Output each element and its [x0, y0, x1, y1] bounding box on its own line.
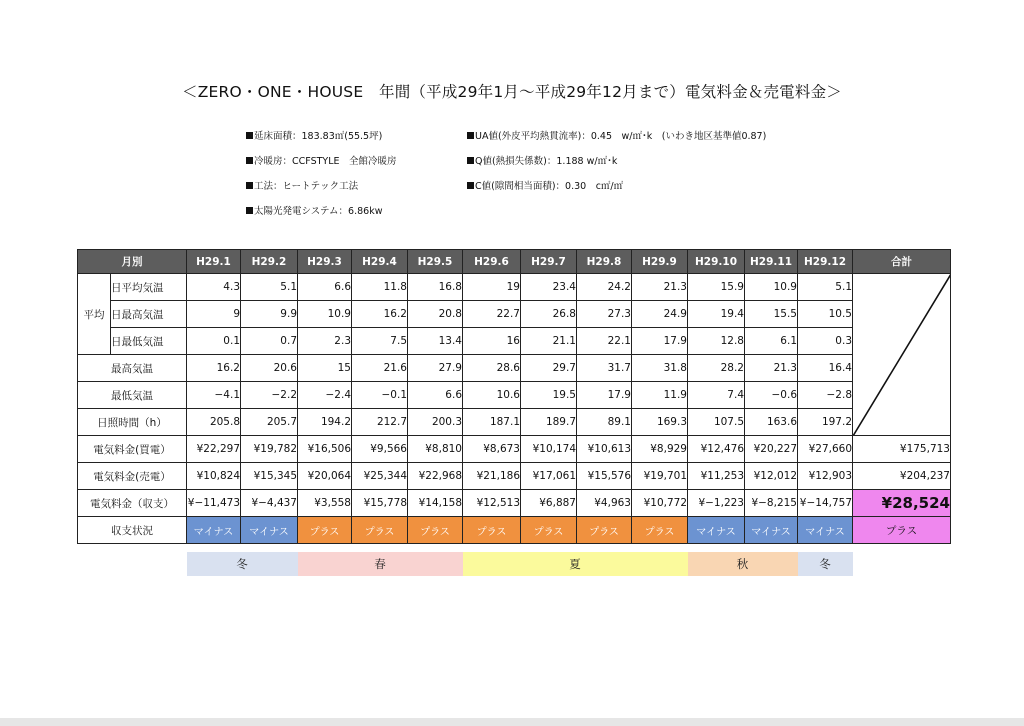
- value-cell: ¥15,345: [241, 463, 298, 490]
- value-cell: 10.5: [798, 301, 853, 328]
- value-cell: 10.9: [298, 301, 352, 328]
- value-cell: ¥15,576: [577, 463, 632, 490]
- value-cell: 7.5: [352, 328, 408, 355]
- bullet-square-icon: [467, 157, 474, 164]
- row-label-max-temp: 最高気温: [78, 355, 187, 382]
- value-cell: 19: [463, 274, 521, 301]
- value-cell: ¥−8,215: [745, 490, 798, 517]
- status-cell: マイナス: [688, 517, 745, 544]
- spec-ua-value: [467, 128, 766, 142]
- heikin-label: 平均: [78, 274, 111, 355]
- value-cell: −2.2: [241, 382, 298, 409]
- value-cell: ¥16,506: [298, 436, 352, 463]
- electricity-table: [77, 249, 951, 544]
- row-label-status: 収支状況: [78, 517, 187, 544]
- value-cell: 212.7: [352, 409, 408, 436]
- value-cell: ¥12,513: [463, 490, 521, 517]
- table-row-avg-temp: [78, 274, 951, 301]
- value-cell: 169.3: [632, 409, 688, 436]
- table-row-avg-max: [78, 301, 951, 328]
- value-cell: 4.3: [187, 274, 241, 301]
- value-cell: 6.6: [408, 382, 463, 409]
- value-cell: 22.7: [463, 301, 521, 328]
- header-month-10: H29.10: [688, 250, 745, 274]
- value-cell: ¥20,064: [298, 463, 352, 490]
- row-label-min-temp: 最低気温: [78, 382, 187, 409]
- spec-hvac-text: 冷暖房：CCFSTYLE 全館冷暖房: [254, 156, 397, 167]
- page-title: ＜ZERO・ONE・HOUSE 年間（平成29年1月～平成29年12月まで）電気料金＆売電料金＞: [182, 83, 842, 101]
- value-cell: 163.6: [745, 409, 798, 436]
- value-cell: 200.3: [408, 409, 463, 436]
- season-label: 秋: [688, 552, 798, 576]
- value-cell: ¥17,061: [521, 463, 577, 490]
- value-cell: ¥4,963: [577, 490, 632, 517]
- value-cell: 197.2: [798, 409, 853, 436]
- status-cell: マイナス: [798, 517, 853, 544]
- value-cell: ¥−1,223: [688, 490, 745, 517]
- value-cell: ¥19,782: [241, 436, 298, 463]
- value-cell: ¥19,701: [632, 463, 688, 490]
- value-cell: ¥10,824: [187, 463, 241, 490]
- spec-q-value: [467, 153, 617, 167]
- value-cell: ¥8,673: [463, 436, 521, 463]
- value-cell: 0.3: [798, 328, 853, 355]
- bullet-square-icon: [246, 157, 253, 164]
- value-cell: 23.4: [521, 274, 577, 301]
- total-balance: ¥28,524: [853, 490, 951, 517]
- value-cell: ¥22,968: [408, 463, 463, 490]
- value-cell: 27.9: [408, 355, 463, 382]
- value-cell: 10.6: [463, 382, 521, 409]
- row-label-avg-max: 日最高気温: [111, 301, 187, 328]
- season-label: 夏: [463, 552, 688, 576]
- header-month: 月別: [78, 250, 187, 274]
- spec-hvac: [246, 153, 397, 167]
- status-cell: マイナス: [745, 517, 798, 544]
- value-cell: 5.1: [241, 274, 298, 301]
- header-month-6: H29.6: [463, 250, 521, 274]
- status-cell: プラス: [632, 517, 688, 544]
- value-cell: 13.4: [408, 328, 463, 355]
- table-row-min-temp: [78, 382, 951, 409]
- value-cell: ¥10,174: [521, 436, 577, 463]
- bullet-square-icon: [246, 182, 253, 189]
- value-cell: 19.5: [521, 382, 577, 409]
- status-cell: マイナス: [241, 517, 298, 544]
- value-cell: −0.1: [352, 382, 408, 409]
- table-row-buy: [78, 436, 951, 463]
- value-cell: 194.2: [298, 409, 352, 436]
- table-row-sunshine: [78, 409, 951, 436]
- value-cell: 28.6: [463, 355, 521, 382]
- bottom-bar: [0, 718, 1024, 726]
- value-cell: 205.7: [241, 409, 298, 436]
- diagonal-line: [853, 274, 951, 436]
- header-month-4: H29.4: [352, 250, 408, 274]
- status-cell: プラス: [521, 517, 577, 544]
- value-cell: ¥6,887: [521, 490, 577, 517]
- value-cell: ¥8,929: [632, 436, 688, 463]
- value-cell: ¥8,810: [408, 436, 463, 463]
- row-label-avg-temp: 日平均気温: [111, 274, 187, 301]
- status-cell: プラス: [408, 517, 463, 544]
- row-label-sell: 電気料金(売電）: [78, 463, 187, 490]
- value-cell: ¥15,778: [352, 490, 408, 517]
- table-row-balance: [78, 490, 951, 517]
- value-cell: 7.4: [688, 382, 745, 409]
- value-cell: 16.2: [352, 301, 408, 328]
- value-cell: 12.8: [688, 328, 745, 355]
- row-label-buy: 電気料金(買電）: [78, 436, 187, 463]
- header-month-7: H29.7: [521, 250, 577, 274]
- value-cell: 187.1: [463, 409, 521, 436]
- season-label: 春: [298, 552, 463, 576]
- value-cell: −2.8: [798, 382, 853, 409]
- value-cell: 21.6: [352, 355, 408, 382]
- value-cell: 24.9: [632, 301, 688, 328]
- bullet-square-icon: [467, 182, 474, 189]
- value-cell: ¥9,566: [352, 436, 408, 463]
- value-cell: 189.7: [521, 409, 577, 436]
- header-month-1: H29.1: [187, 250, 241, 274]
- row-label-sunshine: 日照時間（h）: [78, 409, 187, 436]
- value-cell: 17.9: [632, 328, 688, 355]
- season-label: 冬: [187, 552, 298, 576]
- header-month-9: H29.9: [632, 250, 688, 274]
- value-cell: ¥3,558: [298, 490, 352, 517]
- header-total: 合計: [853, 250, 951, 274]
- value-cell: 2.3: [298, 328, 352, 355]
- header-month-11: H29.11: [745, 250, 798, 274]
- value-cell: 9: [187, 301, 241, 328]
- value-cell: 0.7: [241, 328, 298, 355]
- total-buy: ¥175,713: [853, 436, 951, 463]
- spec-c-value: [467, 178, 623, 192]
- status-cell: プラス: [352, 517, 408, 544]
- value-cell: ¥−4,437: [241, 490, 298, 517]
- value-cell: 31.7: [577, 355, 632, 382]
- value-cell: ¥12,903: [798, 463, 853, 490]
- spec-q-value-text: Q値(熱損失係数)：1.188 w/㎡･k: [475, 156, 618, 167]
- season-label: 冬: [798, 552, 853, 576]
- value-cell: ¥12,012: [745, 463, 798, 490]
- diagonal-empty-cell: [853, 274, 951, 436]
- spec-method-text: 工法：ヒートテック工法: [254, 181, 359, 192]
- value-cell: 31.8: [632, 355, 688, 382]
- spec-ua-value-text: UA値(外皮平均熱貫流率)：0.45 w/㎡･k (いわき地区基準値0.87): [475, 131, 767, 142]
- status-cell: マイナス: [187, 517, 241, 544]
- spec-solar: [246, 203, 382, 217]
- value-cell: ¥25,344: [352, 463, 408, 490]
- table-row-status: [78, 517, 951, 544]
- value-cell: 21.3: [745, 355, 798, 382]
- value-cell: 19.4: [688, 301, 745, 328]
- row-label-avg-min: 日最低気温: [111, 328, 187, 355]
- bullet-square-icon: [246, 132, 253, 139]
- value-cell: 5.1: [798, 274, 853, 301]
- spec-method: [246, 178, 358, 192]
- header-month-12: H29.12: [798, 250, 853, 274]
- value-cell: 89.1: [577, 409, 632, 436]
- value-cell: 16.4: [798, 355, 853, 382]
- status-cell: プラス: [577, 517, 632, 544]
- value-cell: 11.9: [632, 382, 688, 409]
- table-row-sell: [78, 463, 951, 490]
- value-cell: 16.2: [187, 355, 241, 382]
- header-month-5: H29.5: [408, 250, 463, 274]
- header-month-8: H29.8: [577, 250, 632, 274]
- value-cell: ¥27,660: [798, 436, 853, 463]
- value-cell: ¥20,227: [745, 436, 798, 463]
- value-cell: 15.5: [745, 301, 798, 328]
- value-cell: 15.9: [688, 274, 745, 301]
- value-cell: 15: [298, 355, 352, 382]
- value-cell: ¥22,297: [187, 436, 241, 463]
- table-row-max-temp: [78, 355, 951, 382]
- table-row-avg-min: [78, 328, 951, 355]
- value-cell: 16: [463, 328, 521, 355]
- status-cell: プラス: [298, 517, 352, 544]
- value-cell: 16.8: [408, 274, 463, 301]
- value-cell: 6.6: [298, 274, 352, 301]
- value-cell: 20.8: [408, 301, 463, 328]
- value-cell: 6.1: [745, 328, 798, 355]
- value-cell: ¥−11,473: [187, 490, 241, 517]
- value-cell: ¥11,253: [688, 463, 745, 490]
- value-cell: −4.1: [187, 382, 241, 409]
- value-cell: 21.1: [521, 328, 577, 355]
- spec-solar-text: 太陽光発電システム：6.86kw: [254, 206, 383, 217]
- total-sell: ¥204,237: [853, 463, 951, 490]
- value-cell: 20.6: [241, 355, 298, 382]
- value-cell: 21.3: [632, 274, 688, 301]
- value-cell: 11.8: [352, 274, 408, 301]
- value-cell: ¥12,476: [688, 436, 745, 463]
- value-cell: 10.9: [745, 274, 798, 301]
- value-cell: 27.3: [577, 301, 632, 328]
- spec-floor-area-text: 延床面積：183.83㎡(55.5坪): [254, 131, 383, 142]
- value-cell: −0.6: [745, 382, 798, 409]
- value-cell: −2.4: [298, 382, 352, 409]
- value-cell: ¥10,772: [632, 490, 688, 517]
- row-label-balance: 電気料金（収支）: [78, 490, 187, 517]
- value-cell: 26.8: [521, 301, 577, 328]
- status-total-cell: プラス: [853, 517, 951, 544]
- value-cell: 24.2: [577, 274, 632, 301]
- value-cell: 28.2: [688, 355, 745, 382]
- spec-c-value-text: C値(隙間相当面積)：0.30 c㎡/㎡: [475, 181, 624, 192]
- value-cell: ¥−14,757: [798, 490, 853, 517]
- value-cell: 107.5: [688, 409, 745, 436]
- header-month-3: H29.3: [298, 250, 352, 274]
- value-cell: 17.9: [577, 382, 632, 409]
- status-cell: プラス: [463, 517, 521, 544]
- spec-floor-area: [246, 128, 382, 142]
- value-cell: ¥21,186: [463, 463, 521, 490]
- value-cell: 22.1: [577, 328, 632, 355]
- value-cell: 29.7: [521, 355, 577, 382]
- value-cell: 0.1: [187, 328, 241, 355]
- bullet-square-icon: [467, 132, 474, 139]
- value-cell: ¥14,158: [408, 490, 463, 517]
- value-cell: 205.8: [187, 409, 241, 436]
- bullet-square-icon: [246, 207, 253, 214]
- value-cell: ¥10,613: [577, 436, 632, 463]
- header-month-2: H29.2: [241, 250, 298, 274]
- value-cell: 9.9: [241, 301, 298, 328]
- table-header-row: [78, 250, 951, 274]
